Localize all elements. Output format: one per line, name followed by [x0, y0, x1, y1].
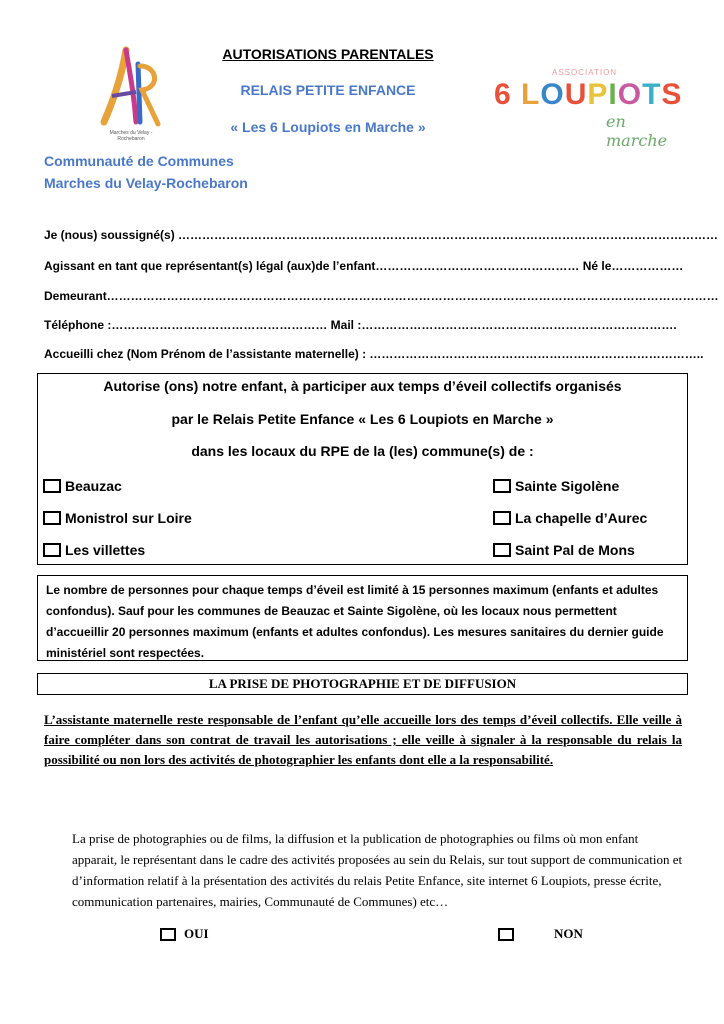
logo-letter: L — [521, 78, 541, 111]
logo-subtitle: en marche — [606, 112, 668, 150]
address-field[interactable]: Demeurant……………………………………………………………………………………………………………………………………… — [44, 289, 719, 303]
logo-digit: 6 — [494, 78, 512, 111]
checkbox-icon[interactable] — [498, 928, 514, 941]
oui-option[interactable] — [160, 926, 209, 942]
commune-label: La chapelle d’Aurec — [515, 510, 648, 526]
photo-heading-box — [37, 673, 688, 695]
marches-du-velay-logo — [96, 44, 166, 144]
logo-letter: O — [540, 78, 565, 111]
authorisation-line-1: Autorise (ons) notre enfant, à participer aux temps d’éveil collectifs organisés — [103, 378, 622, 394]
checkbox-icon[interactable] — [160, 928, 176, 941]
checkbox-icon[interactable] — [43, 543, 61, 557]
commune-checkbox-saint-pal[interactable] — [493, 542, 635, 558]
childminder-field[interactable]: Accueilli chez (Nom Prénom de l’assistante maternelle) : ……………………………………………….……………………….. — [44, 347, 704, 361]
capacity-notice-text: Le nombre de personnes pour chaque temps d’éveil est limité à 15 personnes maximum (enfants et adultes confondus). Sauf pour les communes de Beauzac et Sainte Sigolène, où les locaux nous permettent d’accueillir 20 personnes maximum (enfants et adultes confondus). Les mesures sanitaires du dernier guide ministériel sont respectées. — [46, 583, 664, 660]
checkbox-icon[interactable] — [43, 511, 61, 525]
checkbox-icon[interactable] — [43, 479, 61, 493]
commune-label: Beauzac — [65, 478, 122, 494]
left-logo-caption: Marches du Velay - Rochebaron — [109, 130, 153, 142]
capacity-notice-box — [37, 575, 688, 661]
checkbox-icon[interactable] — [493, 479, 511, 493]
logo-name — [494, 78, 682, 112]
commune-checkbox-chapelle-aurec[interactable] — [493, 510, 647, 526]
checkbox-icon[interactable] — [493, 511, 511, 525]
page-subtitle: RELAIS PETITE ENFANCE — [240, 82, 416, 98]
legal-representative-field[interactable]: Agissant en tant que représentant(s) légal (aux)de l’enfant…………………………………………… Né le……………… — [44, 259, 684, 273]
phone-mail-field[interactable]: Téléphone :……………………………………………… Mail :……………………………………………………………………. — [44, 318, 677, 332]
photo-consent-paragraph: La prise de photographies ou de films, la diffusion et la publication de photographies ou films où mon enfant apparait, le représentant dans le cadre des activités proposées au sein du Relais, sur tout support de communication et d’information relatif à la présentation des activités du relais Petite Enfance, site internet 6 Loupiots, presse écrite, communication partenaires, mairies, Communauté de Communes) etc… — [72, 831, 683, 909]
community-line-1: Communauté de Communes — [44, 153, 234, 169]
photo-heading: LA PRISE DE PHOTOGRAPHIE ET DE DIFFUSION — [208, 676, 517, 691]
logo-assoc-label: ASSOCIATION — [552, 68, 618, 77]
logo-letter: T — [642, 78, 662, 111]
commune-label: Sainte Sigolène — [515, 478, 620, 494]
commune-checkbox-beauzac[interactable] — [43, 478, 122, 494]
logo-letter: S — [661, 78, 683, 111]
commune-label: Saint Pal de Mons — [515, 542, 635, 558]
ar-logo-graphic — [96, 44, 166, 130]
page-subtitle-2: « Les 6 Loupiots en Marche » — [230, 119, 426, 135]
logo-letter: I — [608, 78, 618, 111]
logo-letters — [521, 78, 682, 111]
non-label: NON — [554, 926, 583, 941]
signatory-field[interactable]: Je (nous) soussigné(s) ……………………………………………………………………………………………………………………… — [44, 228, 719, 242]
commune-checkbox-sainte-sigolene[interactable] — [493, 478, 619, 494]
page-title: AUTORISATIONS PARENTALES — [222, 46, 434, 62]
checkbox-icon[interactable] — [493, 543, 511, 557]
commune-label: Monistrol sur Loire — [65, 510, 192, 526]
logo-letter: P — [587, 78, 609, 111]
authorisation-line-3: dans les locaux du RPE de la (les) commune(s) de : — [191, 443, 534, 459]
oui-label: OUI — [184, 926, 209, 941]
commune-checkbox-monistrol[interactable] — [43, 510, 192, 526]
commune-checkbox-villettes[interactable] — [43, 542, 145, 558]
non-option[interactable] — [498, 926, 583, 942]
community-line-2: Marches du Velay-Rochebaron — [44, 175, 248, 191]
logo-letter: U — [564, 78, 588, 111]
authorisation-box — [37, 373, 688, 565]
authorisation-line-2: par le Relais Petite Enfance « Les 6 Loupiots en Marche » — [171, 411, 554, 427]
6-loupiots-logo — [490, 66, 683, 150]
commune-label: Les villettes — [65, 542, 146, 558]
logo-letter: O — [617, 78, 643, 111]
childminder-warning: L’assistante maternelle reste responsable de l’enfant qu’elle accueille lors des temps d’éveil collectifs. Elle veille à faire compléter dans son contrat de travail les autorisations ; elle veille à signaler à la responsable du relais la possibilité ou non lors des activités de photographier les enfants dont elle a la responsabilité. — [44, 712, 682, 767]
